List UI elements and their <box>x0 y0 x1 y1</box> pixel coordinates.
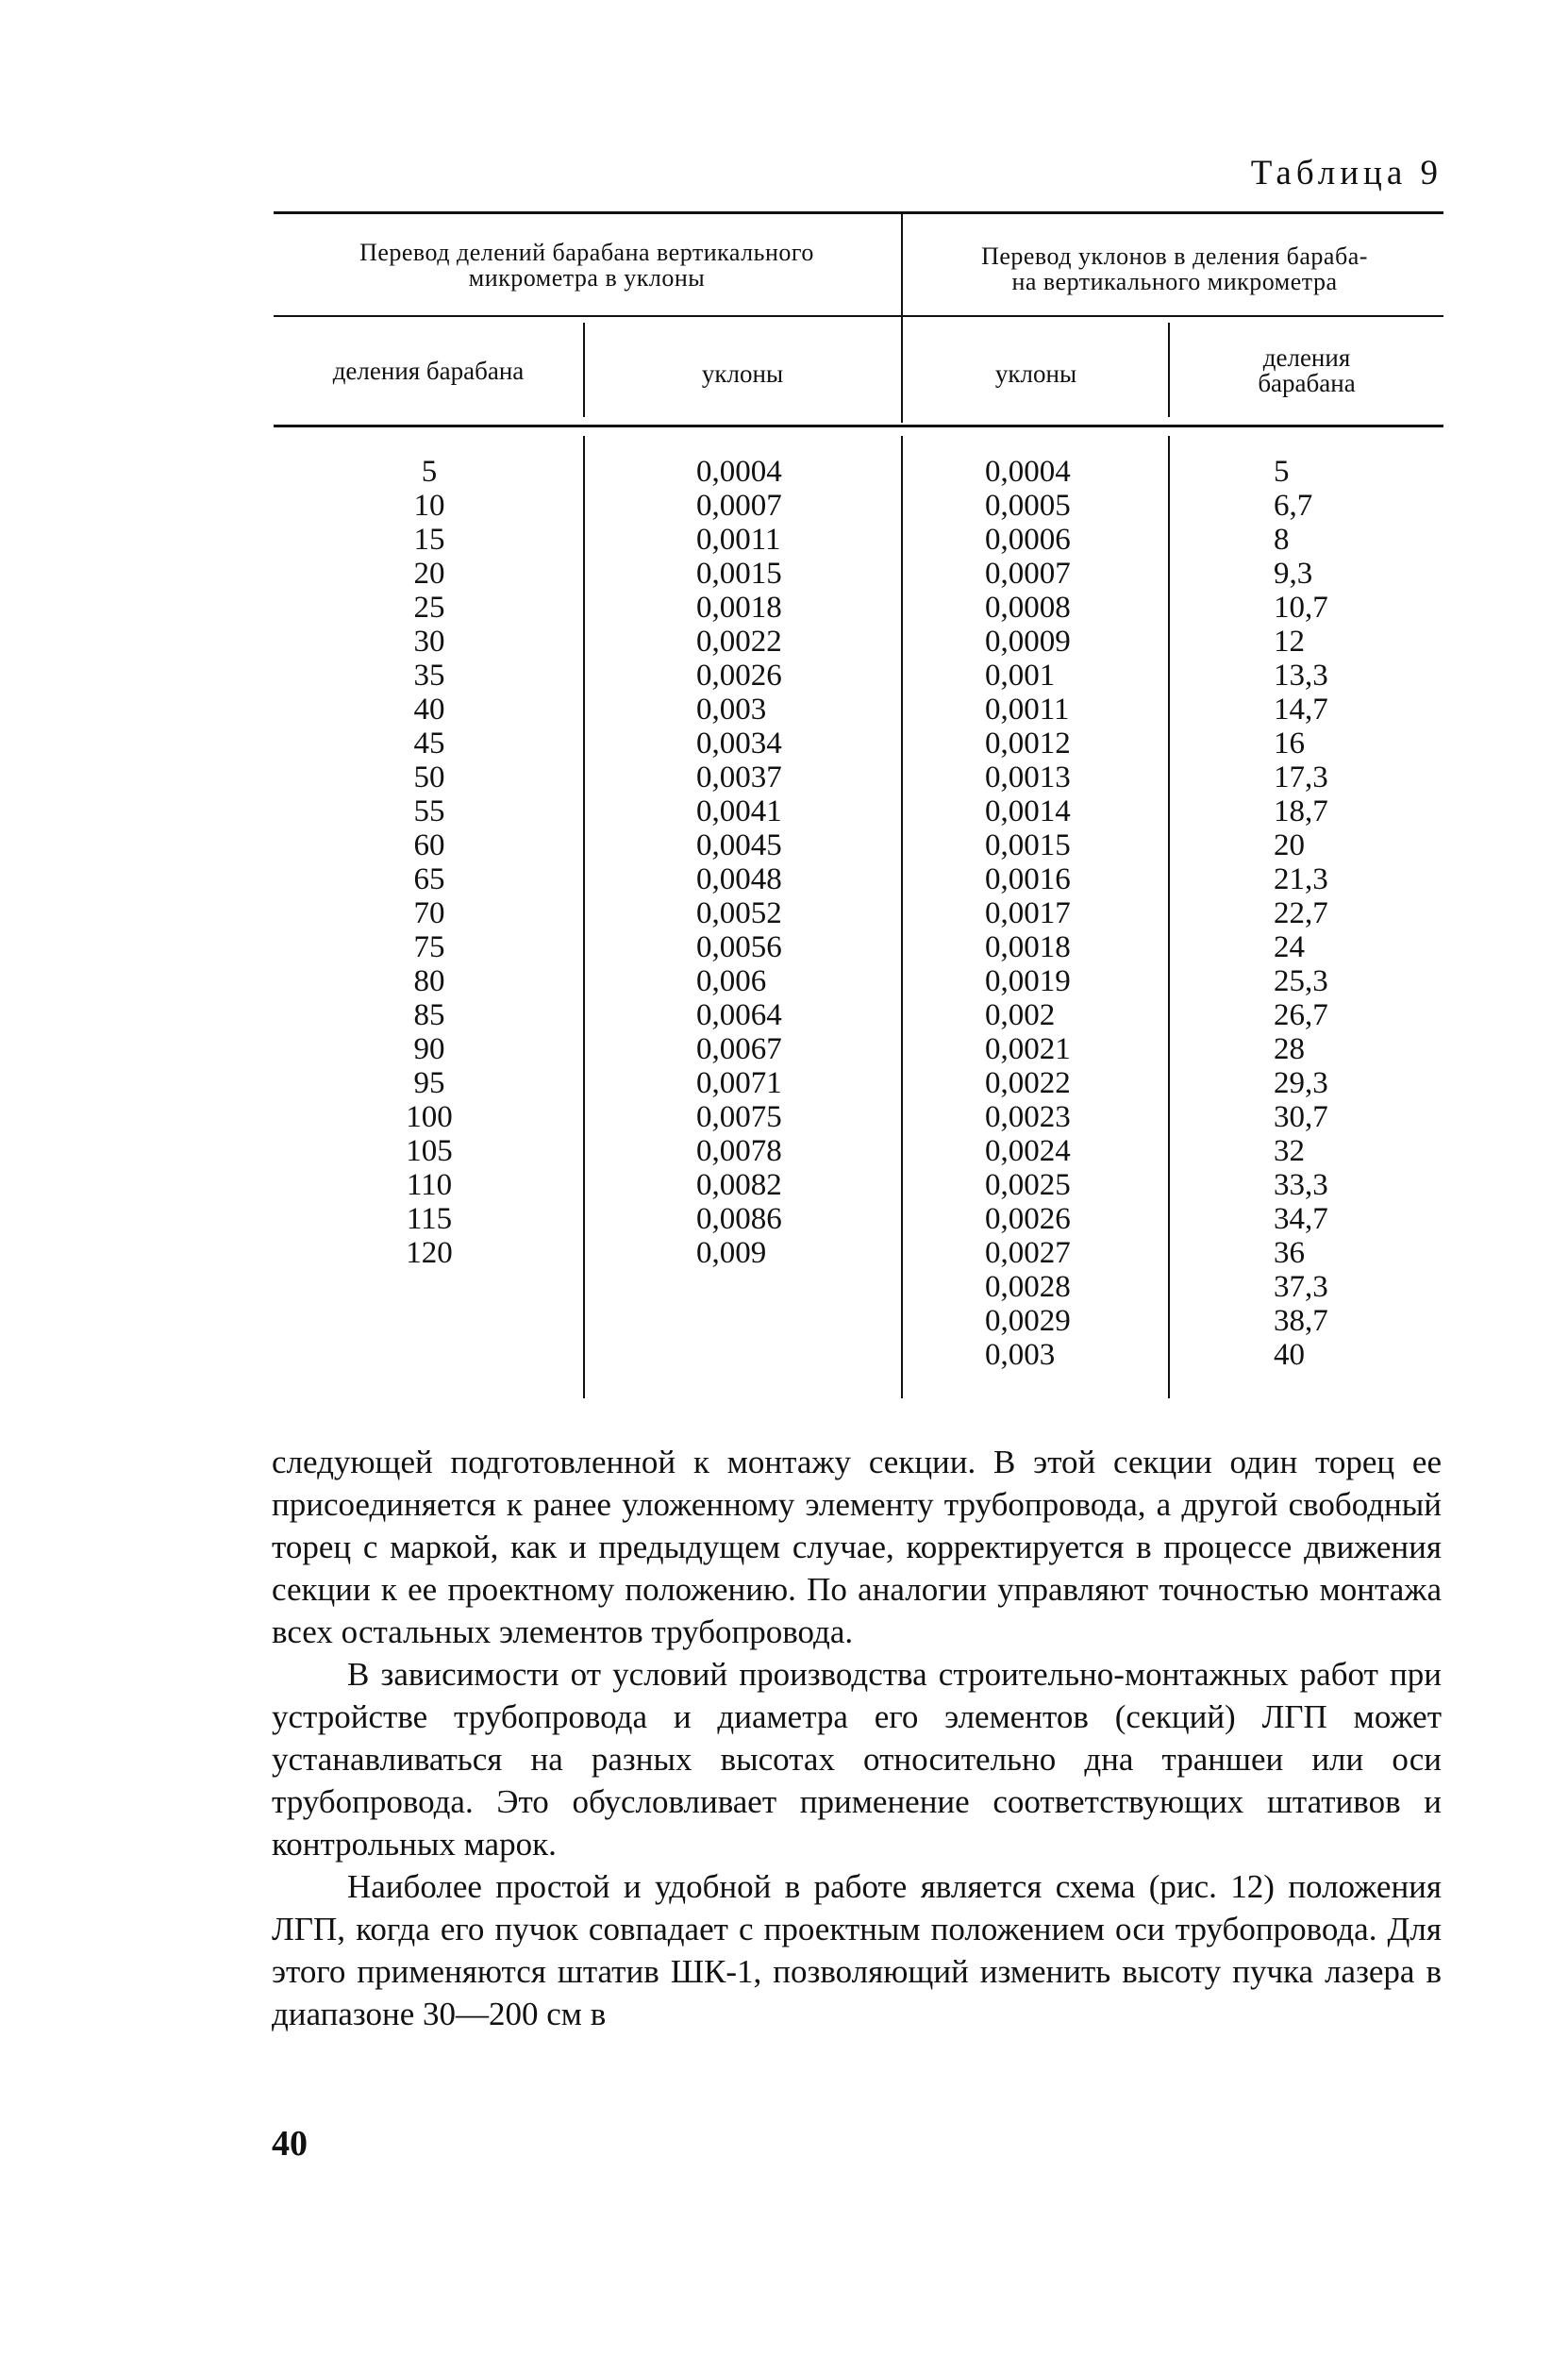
table-cell: 6,7 <box>1274 489 1313 523</box>
col3-values <box>985 455 1117 1372</box>
table-cell: 10 <box>413 489 445 523</box>
paragraph-2: В зависимости от условий производства строительно-монтажных работ при устройстве трубопровода и диаметра его элементов (секций) ЛГП может устанавливаться на разных высотах относительно дна траншеи или оси трубопровода. Это обусловливает применение соответствующих штативов и контрольных марок. <box>272 1656 1442 1863</box>
table-cell: 0,0086 <box>696 1202 782 1236</box>
table-cell: 0,0025 <box>985 1168 1071 1202</box>
table-cell: 0,0052 <box>696 896 782 930</box>
table-cell: 0,0013 <box>985 760 1071 794</box>
paragraph-3: Наиболее простой и удобной в работе является схема (рис. 12) положения ЛГП, когда его пучок совпадает с проектным положением оси трубопровода. Для этого применяются штатив ШК-1, позволяющий изменить высоту пучка лазера в диапазоне 30—200 см в <box>272 1868 1442 2032</box>
table-cell: 0,0064 <box>696 998 782 1032</box>
table-cell: 25 <box>413 591 445 625</box>
right-group-header-line1: Перевод уклонов в деления бараба- <box>981 242 1368 270</box>
table-cell: 0,0048 <box>696 862 782 896</box>
right-group-header <box>908 243 1442 294</box>
table-cell: 0,0018 <box>985 930 1071 964</box>
table-cell: 0,0037 <box>696 760 782 794</box>
column-header-rule <box>274 425 1443 427</box>
group-divider <box>901 211 903 423</box>
table-cell: 0,0023 <box>985 1100 1071 1134</box>
table-cell: 0,0078 <box>696 1134 782 1168</box>
table-cell: 34,7 <box>1274 1202 1328 1236</box>
table-cell: 22,7 <box>1274 896 1328 930</box>
table-cell: 0,0011 <box>696 523 781 557</box>
table-cell: 9,3 <box>1274 557 1313 591</box>
col4-header-line1: деления <box>1262 343 1351 372</box>
table-cell: 0,0041 <box>696 794 782 828</box>
col1-divider <box>583 436 585 1398</box>
paragraph-1: следующей подготовленной к монтажу секции. В этой секции один торец ее присоединяется к ранее уложенному элементу трубопровода, а другой свободный торец с маркой, как и предыдущем случае, корректируется в процессе движения секции к ее проектному положению. По аналогии управляют точностью монтажа всех остальных элементов трубопровода. <box>272 1444 1442 1650</box>
table-cell: 38,7 <box>1274 1304 1328 1338</box>
table-cell: 32 <box>1274 1134 1305 1168</box>
table-cell: 29,3 <box>1274 1066 1328 1100</box>
col3-divider-head <box>1168 323 1170 417</box>
table-cell: 95 <box>413 1066 445 1100</box>
table-cell: 25,3 <box>1274 964 1328 998</box>
left-group-header <box>275 240 898 291</box>
table-cell: 20 <box>1274 828 1305 862</box>
left-group-header-line2: микрометра в уклоны <box>468 264 706 292</box>
table-cell: 18,7 <box>1274 794 1328 828</box>
table-cell: 0,0034 <box>696 727 782 760</box>
table-cell: 120 <box>406 1236 453 1270</box>
group-divider-body <box>901 436 903 1398</box>
table-cell: 0,0082 <box>696 1168 782 1202</box>
table-cell: 0,0006 <box>985 523 1071 557</box>
table-cell: 0,0026 <box>696 659 782 693</box>
table-cell: 105 <box>406 1134 453 1168</box>
col4-header <box>1172 345 1442 396</box>
table-cell: 115 <box>406 1202 453 1236</box>
col2-header: уклоны <box>701 359 784 388</box>
table-cell: 0,0017 <box>985 896 1071 930</box>
table-cell: 16 <box>1274 727 1305 760</box>
table-cell: 80 <box>413 964 445 998</box>
table-cell: 0,0024 <box>985 1134 1071 1168</box>
table-cell: 21,3 <box>1274 862 1328 896</box>
table-cell: 0,0008 <box>985 591 1071 625</box>
table-cell: 0,0016 <box>985 862 1071 896</box>
table-cell: 60 <box>413 828 445 862</box>
table-cell: 0,0045 <box>696 828 782 862</box>
table-cell: 0,0007 <box>985 557 1071 591</box>
table-cell: 100 <box>406 1100 453 1134</box>
table-cell: 0,0026 <box>985 1202 1071 1236</box>
table-cell: 36 <box>1274 1236 1305 1270</box>
table-cell: 0,0027 <box>985 1236 1071 1270</box>
table-cell: 110 <box>406 1168 453 1202</box>
table-cell: 0,0029 <box>985 1304 1071 1338</box>
table-cell: 75 <box>413 930 445 964</box>
table-cell: 0,0007 <box>696 489 782 523</box>
table-cell: 26,7 <box>1274 998 1328 1032</box>
table-cell: 70 <box>413 896 445 930</box>
table-cell: 14,7 <box>1274 693 1328 727</box>
table-cell: 20 <box>413 557 445 591</box>
table-cell: 0,0067 <box>696 1032 782 1066</box>
table-cell: 0,0056 <box>696 930 782 964</box>
table-cell: 33,3 <box>1274 1168 1328 1202</box>
table-cell: 0,0015 <box>985 828 1071 862</box>
table-cell: 0,0011 <box>985 693 1070 727</box>
col1-divider-head <box>583 323 585 417</box>
table-cell: 30 <box>413 625 445 659</box>
col4-header-line2: барабана <box>1258 369 1356 397</box>
col3-divider <box>1168 436 1170 1398</box>
table-cell: 8 <box>1274 523 1290 557</box>
table-cell: 0,009 <box>696 1236 767 1270</box>
table-cell: 0,003 <box>985 1338 1056 1372</box>
right-group-header-line2: на вертикального микрометра <box>1011 268 1338 295</box>
table-cell: 0,0021 <box>985 1032 1071 1066</box>
table-cell: 24 <box>1274 930 1305 964</box>
table-cell: 28 <box>1274 1032 1305 1066</box>
table-cell: 40 <box>1274 1338 1305 1372</box>
table-cell: 0,0071 <box>696 1066 782 1100</box>
table-cell: 17,3 <box>1274 760 1328 794</box>
table-cell: 0,0004 <box>985 455 1071 489</box>
table-cell: 0,0075 <box>696 1100 782 1134</box>
table-cell: 10,7 <box>1274 591 1328 625</box>
table-cell: 15 <box>413 523 445 557</box>
table-caption: Таблица 9 <box>1250 154 1443 192</box>
col1-header: деления барабана <box>332 357 525 385</box>
table-cell: 5 <box>1274 455 1290 489</box>
col1-values <box>377 455 481 1270</box>
table-cell: 50 <box>413 760 445 794</box>
table-cell: 45 <box>413 727 445 760</box>
table-cell: 0,0022 <box>696 625 782 659</box>
table-cell: 0,002 <box>985 998 1056 1032</box>
table-cell: 65 <box>413 862 445 896</box>
table-cell: 0,0014 <box>985 794 1071 828</box>
table-cell: 5 <box>421 455 438 489</box>
table-cell: 55 <box>413 794 445 828</box>
table-cell: 0,0009 <box>985 625 1071 659</box>
table-cell: 85 <box>413 998 445 1032</box>
table-cell: 35 <box>413 659 445 693</box>
table-cell: 0,006 <box>696 964 767 998</box>
table-cell: 0,0019 <box>985 964 1071 998</box>
table-cell: 0,0005 <box>985 489 1071 523</box>
page-number: 40 <box>272 2124 308 2164</box>
table-cell: 0,001 <box>985 659 1056 693</box>
table-cell: 0,0004 <box>696 455 782 489</box>
group-header-rule <box>274 315 1443 317</box>
table-cell: 0,0022 <box>985 1066 1071 1100</box>
table-cell: 0,003 <box>696 693 767 727</box>
table-cell: 90 <box>413 1032 445 1066</box>
col4-values <box>1274 455 1368 1372</box>
table-cell: 12 <box>1274 625 1305 659</box>
table-cell: 13,3 <box>1274 659 1328 693</box>
table-cell: 0,0012 <box>985 727 1071 760</box>
left-group-header-line1: Перевод делений барабана вертикального <box>359 239 814 266</box>
table-cell: 30,7 <box>1274 1100 1328 1134</box>
col2-values <box>696 455 828 1270</box>
col3-header: уклоны <box>994 359 1077 388</box>
body-text <box>272 1441 1442 2035</box>
table-top-rule <box>274 211 1443 214</box>
table-cell: 40 <box>413 693 445 727</box>
table-cell: 37,3 <box>1274 1270 1328 1304</box>
table-cell: 0,0018 <box>696 591 782 625</box>
table-cell: 0,0028 <box>985 1270 1071 1304</box>
table-cell: 0,0015 <box>696 557 782 591</box>
